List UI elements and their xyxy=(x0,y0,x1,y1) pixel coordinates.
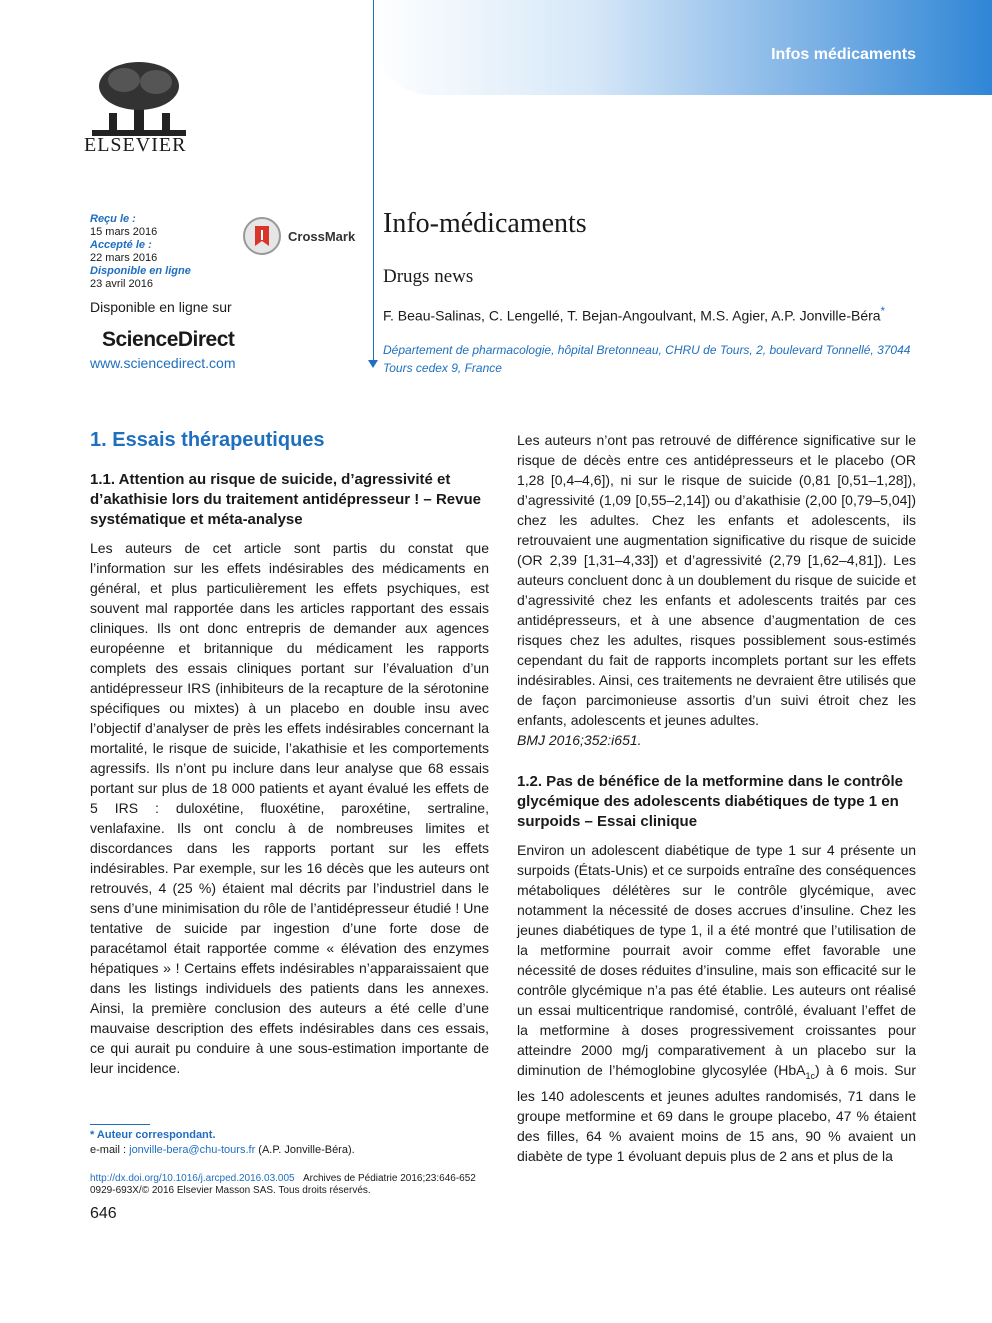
divider-arrow-icon xyxy=(368,360,378,368)
doi-block xyxy=(90,1173,476,1197)
crossmark-icon xyxy=(242,216,282,256)
right-column xyxy=(517,430,916,1166)
paragraph-part-a: Environ un adolescent diabétique de type 1 sur 4 présente un surpoids (États-Unis) et ce surpoids entraîne des conséquences métaboliques délétères sur le contrôle glycémique, avec notamment la nécessité de doses accrues d’insuline. Chez les jeunes diabétiques de type 1, il a été montré que l’utilisation de la metformine pourrait avoir comme effet favorable une nécessité de doses réduites d’insuline, mais son efficacité sur le contrôle glycémique n’a pas été établie. Les auteurs ont réalisé un essai multicentrique randomisé, contrôlé, évaluant l’effet de la metformine à doses progressivement croissantes pour atteindre 2000 mg/j comparativement à un placebo sur la diminution de l’hémoglobine glycosylée (HbA xyxy=(517,842,916,1078)
banner-title: Infos médicaments xyxy=(771,46,916,63)
received-label: Reçu le : xyxy=(90,213,136,225)
publisher-name: ELSEVIER xyxy=(84,134,187,156)
authors-line xyxy=(383,305,885,324)
received-date: 15 mars 2016 xyxy=(90,226,158,238)
section-heading: 1. Essais thérapeutiques xyxy=(90,429,325,451)
crossmark-label: CrossMark xyxy=(288,228,356,244)
email-link[interactable]: jonville-bera@chu-tours.fr xyxy=(129,1144,256,1156)
subsection-1-2-paragraph xyxy=(517,840,916,1166)
corresponding-mark[interactable]: * xyxy=(880,305,886,318)
accepted-label: Accepté le : xyxy=(90,239,152,251)
subsection-1-1-paragraph-2: Les auteurs n’ont pas retrouvé de différence significative sur le risque de décès entre ces antidépresseurs et le placebo (OR 1,28 [0,4–4,6]), ni sur le risque de suicide (0,81 [0,51–1,28]), d’agressivité (1,09 [0,55–2,14]) ou d’akathisie (2,00 [0,79–5,04]) chez les adultes. Chez les enfants et adolescents, ils retrouvaient une augmentation significative du risque de suicide (OR 2,39 [1,31–4,33]) et d’agressivité (2,79 [1,62–4,81]). Les auteurs concluent donc à un doublement du risque de suicide et d’agressivité chez les enfants et adolescents traités par ces antidépresseurs, et à une absence d’augmentation de ces risques chez les adultes, risques possiblement sous-estimés cependant du fait de rapports incomplets portant sur les effets indésirables. Ainsi, ces traitements ne devraient être utilisés que de façon parcimonieuse assortis d’un suivi étroit chez les enfants, adolescents et jeunes adultes. xyxy=(517,432,916,728)
subsection-1-1-heading: 1.1. Attention au risque de suicide, d’agressivité et d’akathisie lors du traitement antidépresseur ! – Revue systématique et méta-analyse xyxy=(90,471,481,528)
doi-link[interactable]: http://dx.doi.org/10.1016/j.arcped.2016.03.005 xyxy=(90,1173,295,1184)
page-number: 646 xyxy=(90,1205,117,1222)
crossmark-badge[interactable] xyxy=(242,216,355,256)
availability-text: Disponible en ligne sur xyxy=(90,299,232,315)
citation: BMJ 2016;352:i651. xyxy=(517,732,642,748)
email-label: e-mail : xyxy=(90,1144,130,1156)
header-banner xyxy=(372,0,992,95)
authors: F. Beau-Salinas, C. Lengellé, T. Bejan-Angoulvant, M.S. Agier, A.P. Jonville-Béra xyxy=(383,307,881,324)
sciencedirect-link[interactable]: www.sciencedirect.com xyxy=(90,355,236,371)
subsection-1-2-heading: 1.2. Pas de bénéfice de la metformine dans le contrôle glycémique des adolescents diabétiques de type 1 en surpoids – Essai clinique xyxy=(517,773,903,830)
corresponding-author-label: * Auteur correspondant. xyxy=(90,1129,216,1141)
footnote xyxy=(90,1128,355,1158)
sciencedirect-logo[interactable]: ScienceDirect xyxy=(102,328,235,351)
journal-ref: Archives de Pédiatrie 2016;23:646-652 xyxy=(302,1173,476,1184)
article-subtitle: Drugs news xyxy=(383,266,474,287)
email-suffix: (A.P. Jonville-Béra). xyxy=(255,1144,355,1156)
affiliation: Département de pharmacologie, hôpital Bretonneau, CHRU de Tours, 2, boulevard Tonnellé, 37044 Tours cedex 9, France xyxy=(383,343,911,375)
article-dates xyxy=(90,213,191,291)
hba-subscript: 1c xyxy=(805,1070,816,1081)
article-title: Info-médicaments xyxy=(383,208,587,239)
accepted-date: 22 mars 2016 xyxy=(90,252,158,264)
footnote-rule xyxy=(90,1124,150,1125)
online-date: 23 avril 2016 xyxy=(90,278,153,290)
vertical-divider xyxy=(373,0,374,365)
subsection-1-1-paragraph-1: Les auteurs de cet article sont partis du constat que l’information sur les effets indésirables des médicaments en général, et plus particulièrement les effets psychiques, est souvent mal rapportée dans les articles rapportant des essais cliniques. Ils ont donc entrepris de demander aux agences européenne et britannique du médicament les rapports complets des essais cliniques portant sur l’évaluation d’un antidépresseur IRS (inhibiteurs de la recapture de la sérotonine spécifiques ou mixtes) à un placebo en double insu avec l’objectif d’analyser de près les effets indésirables concernant la mortalité, le risque de suicide, l’akathisie et les comportements agressifs. Ils n’ont pu inclure dans leur analyse que 68 essais portant sur plus de 18 000 patients et ayant évalué les effets de 5 IRS : duloxétine, fluoxétine, paroxétine, sertraline, venlafaxine. Ils ont conclu à de nombreuses limites et discordances dans les rapports portant sur les effets indésirables. Par exemple, sur les 16 décès que les auteurs ont retrouvés, 4 (25 %) étaient mal décrits par l’industriel dans le sens d’une minimisation du rôle de l’antidépresseur étudié ! Une tentative de suicide par ingestion d’une forte dose de paracétamol était rapportée comme « élévation des enzymes hépatiques » ! Certains effets indésirables n’apparaissaient que dans les listings individuels des patients dans les annexes. Ainsi, la première conclusion des auteurs a été celle d’une mauvaise description des effets indésirables dans ces essais, ce qui aurait pu conduire à une sous-estimation importante de leur incidence. xyxy=(90,540,489,1076)
online-label: Disponible en ligne xyxy=(90,265,191,277)
paragraph-part-b: ) à 6 mois. Sur les 140 adolescents et jeunes adultes randomisés, 71 dans le groupe metformine et 69 dans le groupe placebo, 47 % étaient des filles, 64 % avaient moins de 15 ans, 90 % avaient un diabète de type 1 évoluant depuis plus de 2 ans et plus de la xyxy=(517,1062,916,1164)
email-line xyxy=(90,1143,355,1158)
left-column xyxy=(90,430,489,1078)
copyright: 0929-693X/© 2016 Elsevier Masson SAS. Tous droits réservés. xyxy=(90,1185,371,1196)
